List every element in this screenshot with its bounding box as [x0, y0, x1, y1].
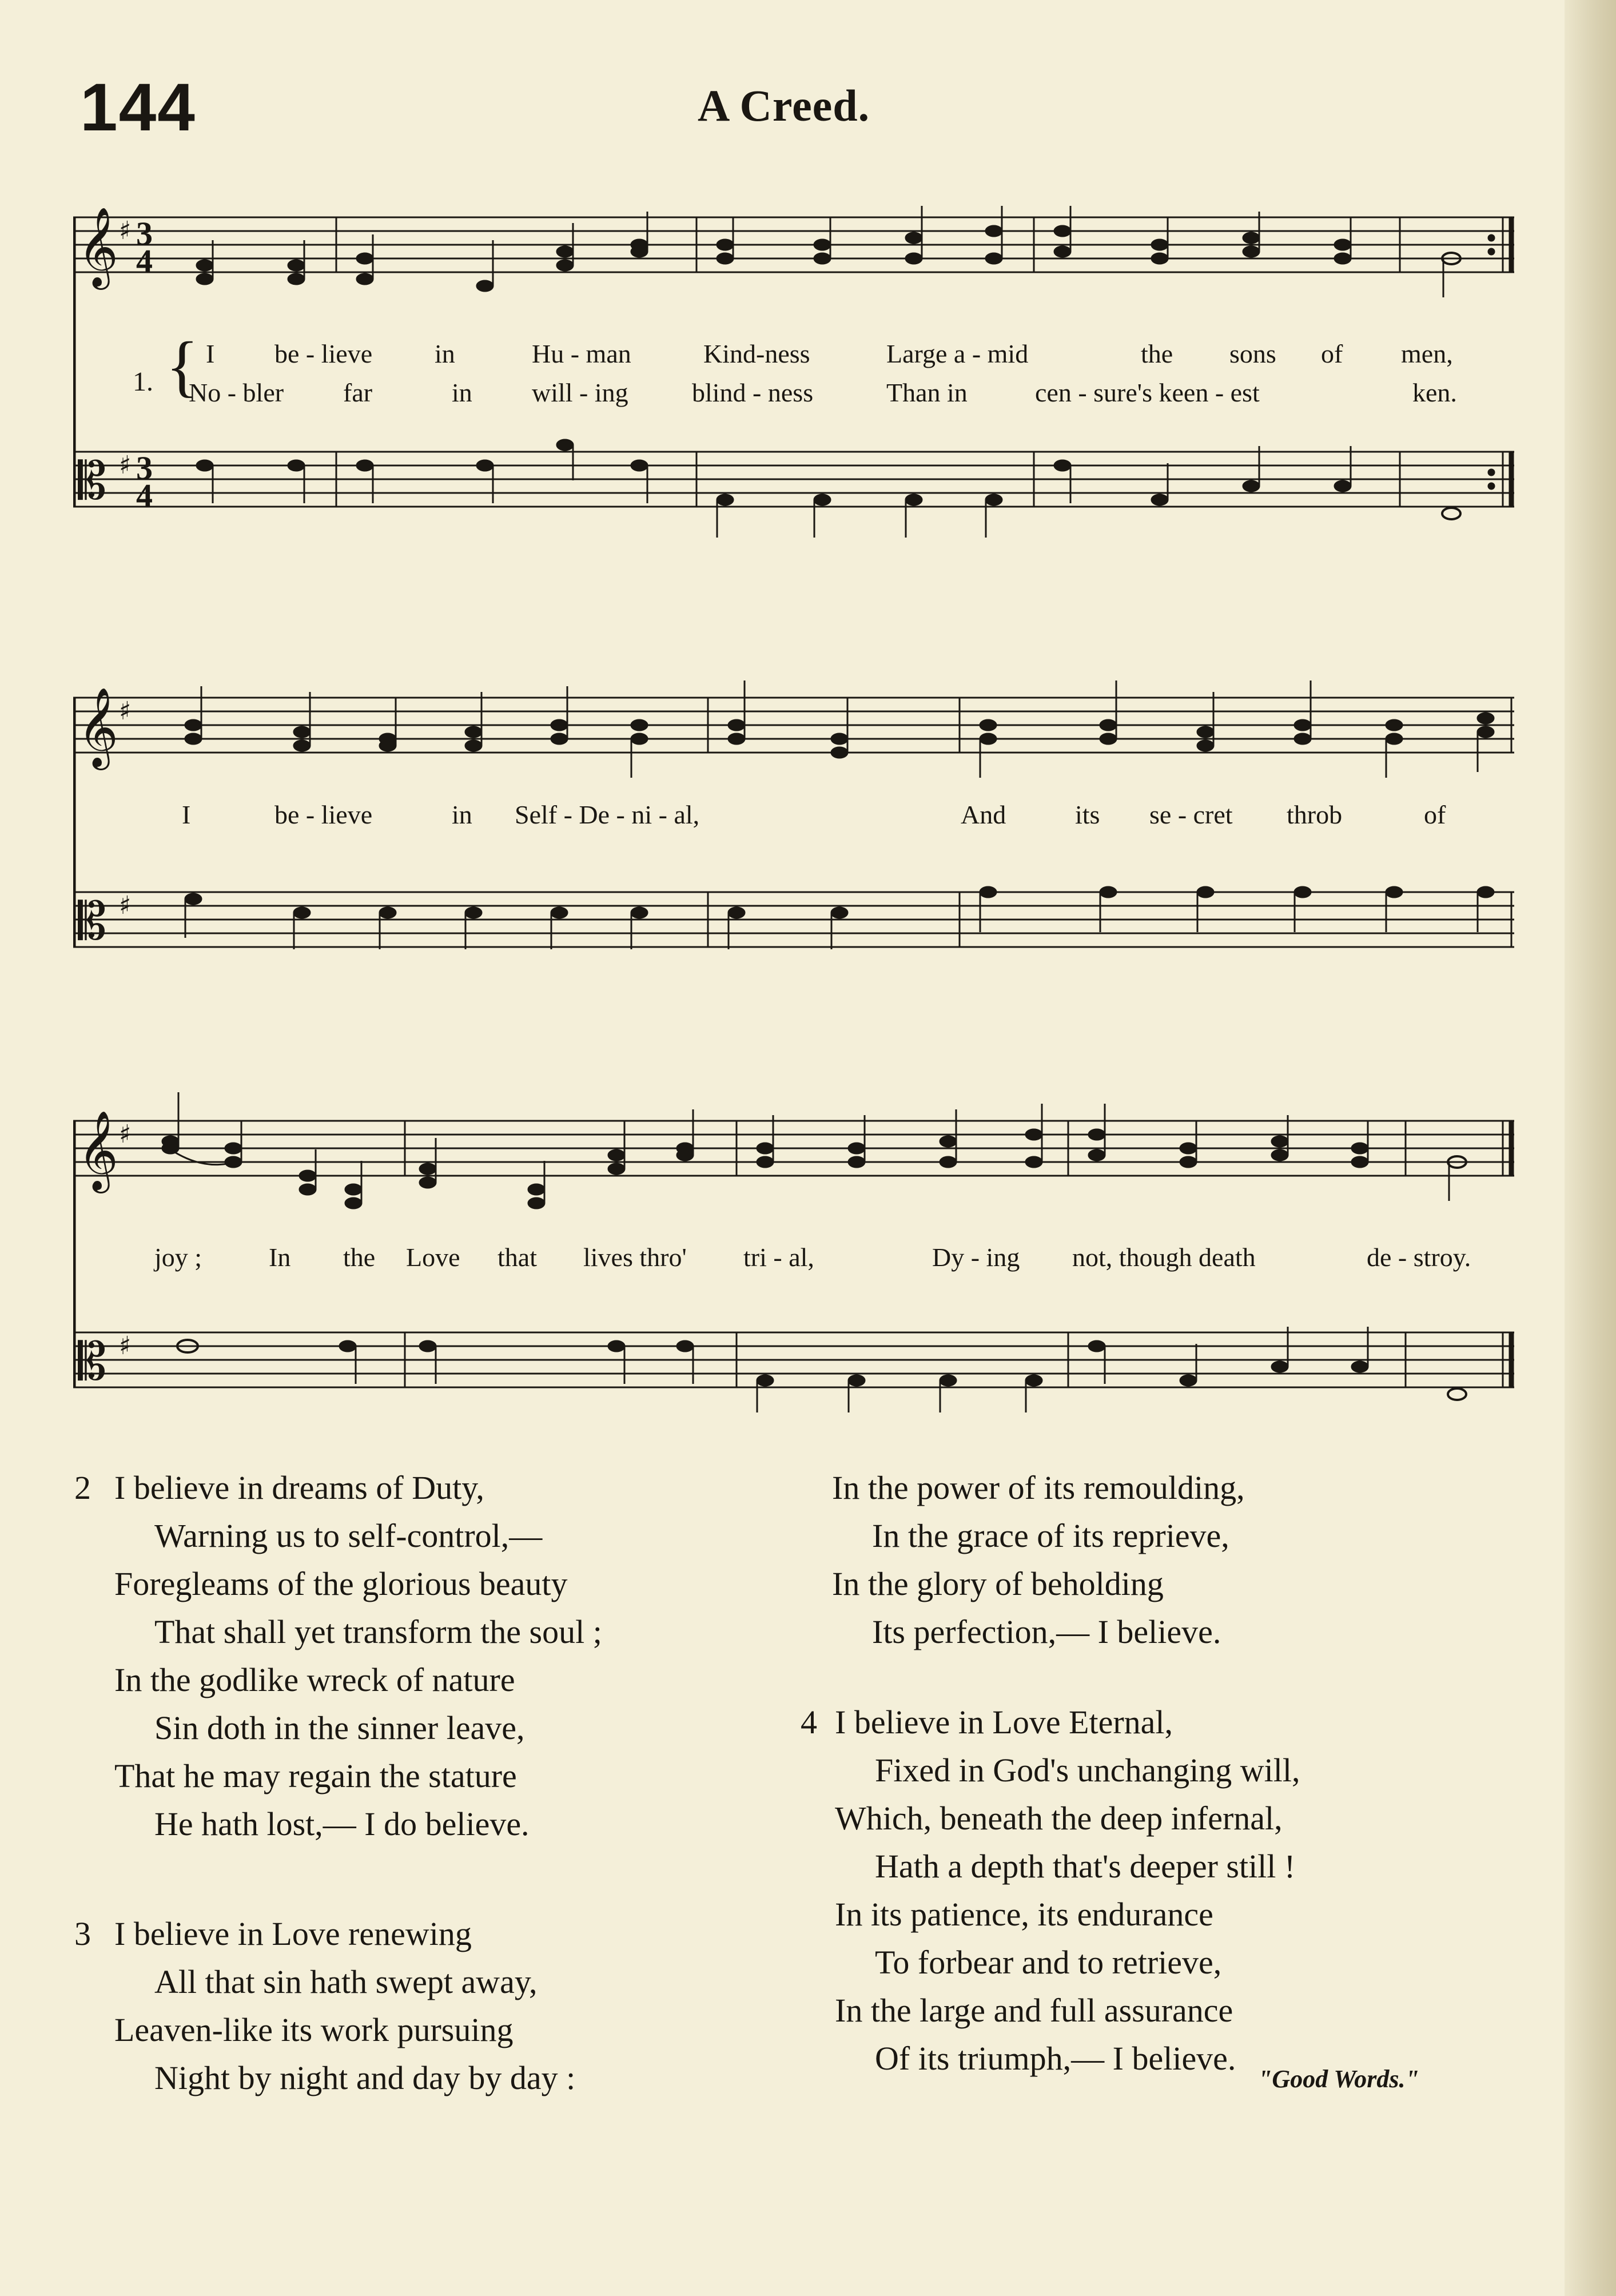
lyric-syllable: the	[1141, 339, 1173, 368]
svg-text:♯: ♯	[119, 697, 132, 726]
svg-text:♯: ♯	[119, 1120, 132, 1149]
stanza-line: Of its triumph,— I believe.	[875, 2040, 1236, 2077]
svg-text:♯: ♯	[119, 216, 132, 245]
stanza-3	[74, 1910, 576, 2102]
lyric-syllable: No - bler	[189, 378, 284, 407]
stanza-line: That shall yet transform the soul ;	[154, 1613, 602, 1650]
stanza-line: I believe in Love renewing	[114, 1915, 472, 1952]
stanza-line: I believe in Love Eternal,	[835, 1704, 1173, 1741]
lyric-syllable: Self - De - ni - al,	[515, 800, 700, 829]
stanza-number: 2	[74, 1469, 91, 1506]
stanza-line: He hath lost,— I do believe.	[154, 1805, 530, 1843]
lyric-syllable: Dy - ing	[932, 1243, 1020, 1272]
svg-text:4: 4	[136, 477, 153, 514]
stanza-line: All that sin hath swept away,	[154, 1963, 538, 2000]
svg-text:𝄡: 𝄡	[78, 892, 107, 952]
lyric-syllable: I	[182, 800, 191, 829]
svg-text:𝄡: 𝄡	[78, 1332, 107, 1392]
stanza-line: In the power of its remoulding,	[832, 1469, 1245, 1506]
verse-brace: {	[166, 328, 199, 404]
source-attribution: "Good Words."	[1258, 2065, 1419, 2093]
svg-text:𝄡: 𝄡	[78, 451, 107, 511]
lyric-syllable: in	[452, 378, 472, 407]
lyric-syllable: cen - sure's keen - est	[1035, 378, 1260, 407]
svg-text:𝄞: 𝄞	[78, 687, 118, 767]
svg-text:3: 3	[136, 449, 153, 487]
stanza-line: I believe in dreams of Duty,	[114, 1469, 484, 1506]
lyric-syllable: sons	[1229, 339, 1276, 368]
lyric-syllable: Love	[406, 1243, 460, 1272]
stanza-line: That he may regain the stature	[114, 1757, 517, 1794]
stanza-line: Sin doth in the sinner leave,	[154, 1709, 525, 1746]
hymn-number: 144	[80, 70, 196, 145]
lyric-syllable: in	[435, 339, 455, 368]
lyric-syllable: the	[343, 1243, 376, 1272]
lyric-syllable: lives thro'	[583, 1243, 687, 1272]
lyric-syllable: blind - ness	[692, 378, 814, 407]
stanza-2	[74, 1464, 602, 1848]
svg-text:3: 3	[136, 215, 153, 252]
lyric-syllable: Than in	[886, 378, 968, 407]
lyric-syllable: In	[269, 1243, 291, 1272]
lyric-syllable: men,	[1401, 339, 1453, 368]
lyric-syllable: tri - al,	[743, 1243, 814, 1272]
lyric-syllable: Large a - mid	[886, 339, 1029, 368]
stanza-line: In the grace of its reprieve,	[872, 1517, 1229, 1554]
lyric-syllable: of	[1321, 339, 1343, 368]
lyric-syllable: be - lieve	[274, 339, 373, 368]
svg-text:4: 4	[136, 242, 153, 280]
lyric-syllable: be - lieve	[274, 800, 373, 829]
stanza-line: In the glory of beholding	[832, 1565, 1164, 1602]
stanza-number: 4	[801, 1704, 817, 1741]
stanza-line: Foregleams of the glorious beauty	[114, 1565, 568, 1602]
lyric-syllable: de - stroy.	[1367, 1243, 1471, 1272]
stanza-line: Warning us to self-control,—	[154, 1517, 543, 1554]
stanza-line: Leaven-like its work pursuing	[114, 2011, 514, 2048]
lyric-syllable: se - cret	[1149, 800, 1233, 829]
lyric-syllable: ken.	[1412, 378, 1457, 407]
svg-text:♯: ♯	[119, 451, 132, 480]
lyric-syllable: in	[452, 800, 472, 829]
stanza-line: In its patience, its endurance	[835, 1896, 1213, 1933]
lyric-syllable: throb	[1287, 800, 1343, 829]
verse-number-1: 1.	[133, 367, 153, 397]
svg-text:𝄞: 𝄞	[78, 1111, 118, 1190]
stanza-line: In the godlike wreck of nature	[114, 1661, 515, 1698]
stanza-line: In the large and full assurance	[835, 1992, 1233, 2029]
svg-text:♯: ♯	[119, 891, 132, 920]
lyric-syllable: I	[206, 339, 215, 368]
lyric-syllable: its	[1075, 800, 1100, 829]
stanza-line: Hath a depth that's deeper still !	[875, 1848, 1296, 1885]
stanza-line: Night by night and day by day :	[154, 2059, 576, 2096]
lyric-syllable: Kind-ness	[703, 339, 810, 368]
hymn-title: A Creed.	[698, 81, 870, 130]
lyric-syllable: And	[961, 800, 1006, 829]
stanza-3-continued	[832, 1464, 1245, 1656]
lyric-syllable: will - ing	[532, 378, 628, 407]
svg-text:♯: ♯	[119, 1331, 132, 1360]
stanza-line: Fixed in God's unchanging will,	[875, 1752, 1300, 1789]
stanza-4	[801, 1698, 1300, 2083]
stanza-line: Which, beneath the deep infernal,	[835, 1800, 1283, 1837]
lyric-syllable: of	[1424, 800, 1446, 829]
lyric-syllable: that	[497, 1243, 537, 1272]
stanza-number: 3	[74, 1915, 91, 1952]
lyric-syllable: far	[343, 378, 373, 407]
lyric-syllable: not, though death	[1072, 1243, 1256, 1272]
stanza-line: Its perfection,— I believe.	[872, 1613, 1221, 1650]
page-edge	[1565, 0, 1616, 2296]
stanza-line: To forbear and to retrieve,	[875, 1944, 1222, 1981]
lyric-syllable: Hu - man	[532, 339, 631, 368]
svg-text:𝄞: 𝄞	[78, 207, 118, 286]
lyric-syllable: joy ;	[154, 1243, 202, 1272]
